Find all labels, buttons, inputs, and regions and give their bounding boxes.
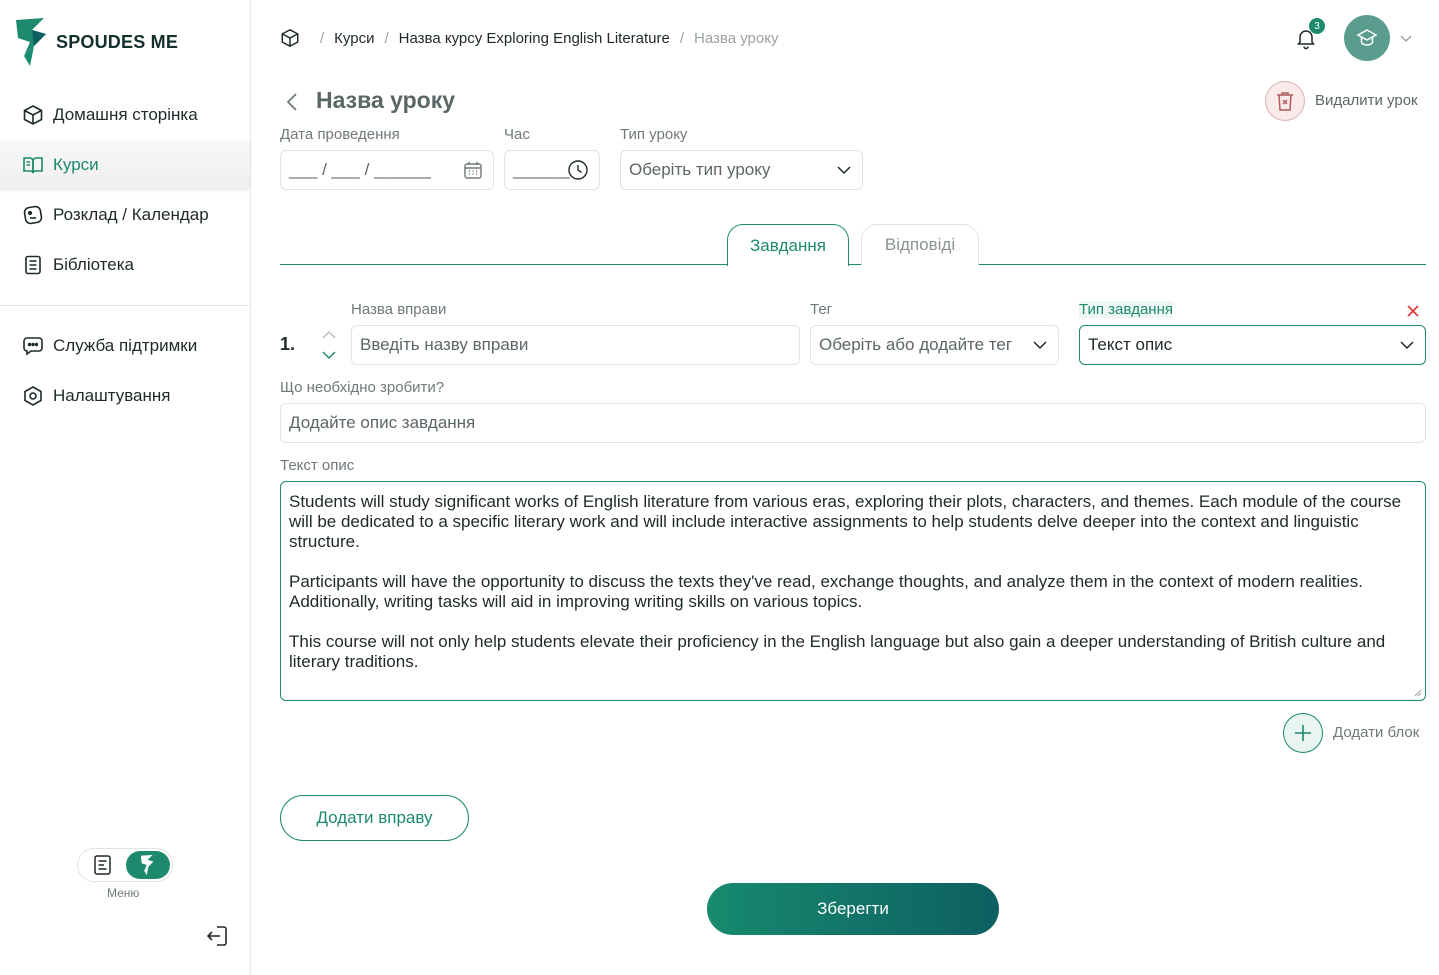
- book-open-icon: [22, 154, 44, 176]
- exercise-name-label: Назва вправи: [351, 301, 447, 318]
- time-field[interactable]: [504, 150, 600, 190]
- tag-placeholder: Оберіть або додайте тег: [819, 335, 1013, 354]
- add-block-button[interactable]: [1283, 713, 1323, 753]
- menu-list-icon[interactable]: [80, 851, 126, 879]
- cube-icon[interactable]: [280, 28, 300, 48]
- logo[interactable]: [12, 16, 178, 68]
- date-field[interactable]: [280, 150, 494, 190]
- sidebar-item-label: Розклад / Календар: [53, 205, 209, 224]
- sidebar-item-home[interactable]: [0, 90, 250, 140]
- sidebar-item-label: Бібліотека: [53, 255, 134, 274]
- sidebar-item-library[interactable]: [0, 240, 250, 290]
- plus-icon: [1292, 722, 1314, 744]
- task-type-value: Текст опис: [1088, 335, 1173, 354]
- breadcrumb-course[interactable]: Назва курсу Exploring English Literature: [398, 29, 670, 47]
- delete-lesson-label[interactable]: Видалити урок: [1315, 92, 1418, 109]
- brand-name: SPOUDES ME: [56, 31, 179, 52]
- chevron-down-icon: [1032, 337, 1048, 353]
- chevron-down-icon: [836, 162, 852, 178]
- todo-label: Що необхідно зробити?: [280, 379, 445, 396]
- page-title: Назва уроку: [316, 87, 456, 113]
- sidebar-item-settings[interactable]: [0, 371, 250, 421]
- reorder-arrows-icon[interactable]: [320, 327, 338, 363]
- notification-badge: 3: [1309, 18, 1325, 34]
- close-icon[interactable]: [1406, 304, 1420, 318]
- sidebar-item-label: Служба підтримки: [53, 336, 198, 355]
- trash-icon: [1275, 90, 1295, 112]
- calendar-icon[interactable]: [463, 160, 483, 180]
- graduation-cap-icon: [1355, 27, 1379, 49]
- library-icon: [22, 254, 44, 276]
- menu-view-toggle[interactable]: [77, 848, 173, 882]
- sidebar-item-label: Налаштування: [53, 386, 171, 405]
- breadcrumb: [280, 28, 778, 48]
- tab-tasks[interactable]: Завдання: [727, 224, 849, 266]
- exercise-name-placeholder: Введіть назву вправи: [360, 335, 529, 354]
- sidebar-divider: [0, 305, 250, 306]
- logout-icon[interactable]: [205, 924, 229, 948]
- time-value: ______: [513, 160, 570, 179]
- exercise-name-input[interactable]: [351, 325, 800, 365]
- text-paragraph: Students will study significant works of English literature from various eras, exploring their plots, characters, and themes. Each module of the course will be dedicated to a specific literary work and will include interactive assignments to help students delve deeper into the context and linguistic structure.: [289, 492, 1402, 551]
- tag-label: Тег: [810, 301, 833, 318]
- breadcrumb-separator: /: [320, 29, 325, 47]
- save-button[interactable]: Зберегти: [707, 883, 999, 935]
- task-description-placeholder: Додайте опис завдання: [289, 413, 476, 432]
- sidebar-item-label: Домашня сторінка: [53, 105, 198, 124]
- logo-mark-icon: [12, 16, 54, 68]
- sidebar-nav: [0, 90, 250, 421]
- avatar[interactable]: [1344, 15, 1390, 61]
- add-exercise-button[interactable]: Додати вправу: [280, 795, 469, 841]
- breadcrumb-lesson: Назва уроку: [694, 29, 779, 47]
- breadcrumb-courses[interactable]: Курси: [334, 29, 375, 47]
- menu-label: Меню: [107, 886, 140, 900]
- date-label: Дата проведення: [280, 126, 400, 143]
- sidebar: [0, 0, 251, 975]
- schedule-icon: [22, 204, 44, 226]
- tab-answers[interactable]: Відповіді: [861, 224, 979, 265]
- text-description-textarea[interactable]: [280, 481, 1426, 701]
- delete-lesson-button[interactable]: [1265, 81, 1305, 121]
- sidebar-item-schedule[interactable]: [0, 190, 250, 240]
- sidebar-item-courses[interactable]: [0, 140, 250, 190]
- cube-icon: [22, 104, 44, 126]
- resize-handle-icon[interactable]: [1414, 689, 1422, 697]
- add-block-label[interactable]: Додати блок: [1333, 724, 1420, 741]
- chevron-down-icon[interactable]: [1399, 31, 1413, 45]
- lesson-type-select[interactable]: [620, 150, 863, 190]
- date-value: ___ / ___ / ______: [289, 160, 431, 179]
- text-description-label: Текст опис: [280, 457, 355, 474]
- task-description-input[interactable]: [280, 403, 1426, 443]
- chat-support-icon: [22, 335, 44, 357]
- lesson-type-label: Тип уроку: [620, 126, 688, 143]
- tabs-underline: [280, 264, 1426, 265]
- tag-select[interactable]: [810, 325, 1059, 365]
- back-arrow-icon[interactable]: [284, 92, 300, 112]
- settings-hexagon-icon: [22, 385, 44, 407]
- text-paragraph: Participants will have the opportunity to discuss the texts they've read, exchange thoughts, and analyze them in the context of modern realities. Additionally, writing tasks will aid in improving writing skills on various topics.: [289, 572, 1363, 611]
- time-label: Час: [504, 126, 530, 143]
- breadcrumb-separator: /: [384, 29, 389, 47]
- breadcrumb-separator: /: [679, 29, 685, 47]
- text-paragraph: This course will not only help students elevate their proficiency in the English language but also gain a deeper understanding of British culture and literary traditions.: [289, 632, 1386, 671]
- exercise-number: 1.: [280, 334, 296, 354]
- menu-brand-icon[interactable]: [126, 851, 170, 879]
- clock-icon[interactable]: [567, 159, 589, 181]
- chevron-down-icon: [1399, 337, 1415, 353]
- sidebar-item-support[interactable]: [0, 321, 250, 371]
- task-type-label: Тип завдання: [1079, 301, 1173, 318]
- sidebar-item-label: Курси: [53, 155, 99, 174]
- task-type-select[interactable]: [1079, 325, 1426, 365]
- lesson-type-value: Оберіть тип уроку: [629, 160, 771, 179]
